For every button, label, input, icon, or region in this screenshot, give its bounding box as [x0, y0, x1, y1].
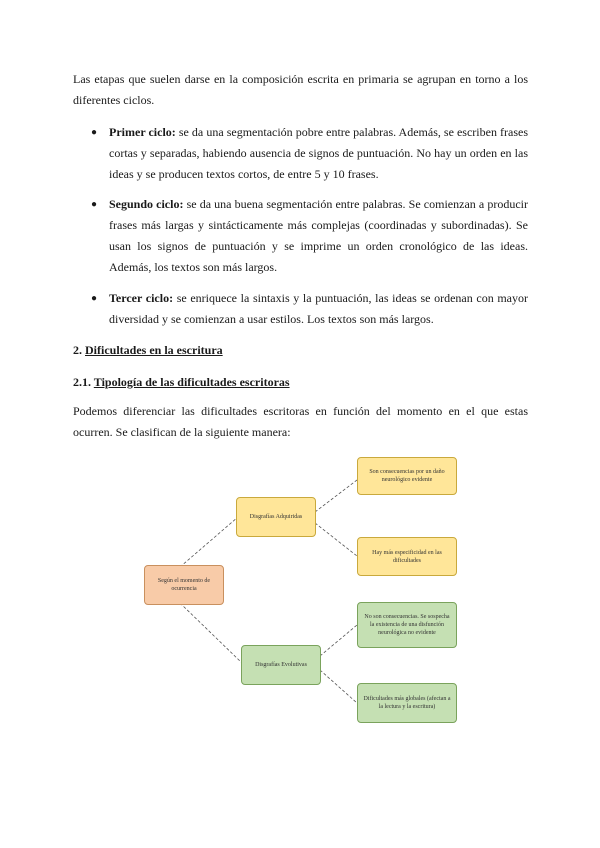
connector-bottom-leaf4 — [320, 670, 357, 703]
bullet-dot: ● — [91, 293, 98, 304]
connector-top-leaf2 — [315, 523, 357, 556]
cycle-label: Segundo ciclo: — [109, 197, 184, 211]
cycle-label: Primer ciclo: — [109, 125, 176, 139]
bullet-dot: ● — [91, 127, 98, 138]
cycle-label: Tercer ciclo: — [109, 291, 174, 305]
bullet-dot: ● — [91, 199, 98, 210]
section-number: 2. — [73, 343, 82, 357]
diagram-branch-evolutivas: Disgrafías Evolutivas — [241, 645, 321, 685]
section-heading-2-1 — [73, 372, 290, 393]
cycle-text: se da una buena segmentación entre palabras. Se comienzan a producir frases más largas y sintácticamente más complejas (coordinadas y subordinadas). Se usan los signos de puntuación y se imprime un orden cronológico de las ideas. Además, los textos son más largos. — [109, 197, 528, 274]
diagram-root-node: Según el momento de ocurrencia — [144, 565, 224, 605]
diagram-leaf-disfuncion: No son consecuencias. Se sospecha la existencia de una disfunción neurológica no evidente — [357, 602, 457, 648]
cycle-text: se enriquece la sintaxis y la puntuación, las ideas se ordenan con mayor diversidad y se comienzan a usar estilos. Los textos son más largos. — [109, 291, 528, 326]
section-title: Tipología de las dificultades escritoras — [93, 375, 290, 389]
diagram-leaf-dano-neurologico: Son consecuencias por un daño neurológico evidente — [357, 457, 457, 495]
connector-root-bottom — [180, 603, 242, 663]
connector-bottom-leaf3 — [320, 625, 357, 656]
cycle-text: se da una segmentación pobre entre palabras. Además, se escriben frases cortas y separadas, habiendo ausencia de signos de puntuación. No hay un orden en las ideas y se producen textos cortos, de entre 5 y 10 frases. — [109, 125, 529, 181]
diagram-branch-adquiridas: Disgrafías Adquiridas — [236, 497, 316, 537]
list-item-primer-ciclo — [109, 122, 528, 185]
section-title: Dificultades en la escritura — [85, 343, 223, 357]
classification-paragraph: Podemos diferenciar las dificultades escritoras en función del momento en el que estas ocurren. Se clasifican de la siguiente manera: — [73, 404, 528, 439]
intro-paragraph: Las etapas que suelen darse en la composición escrita en primaria se agrupan en torno a los diferentes ciclos. — [73, 72, 528, 107]
list-item-tercer-ciclo — [109, 288, 528, 330]
connector-root-top — [180, 517, 238, 567]
connector-top-leaf1 — [315, 480, 357, 512]
list-item-segundo-ciclo — [109, 194, 528, 278]
section-heading-2 — [73, 340, 223, 361]
diagram-leaf-especificidad: Hay más especificidad en las dificultades — [357, 537, 457, 576]
section-number: 2.1. — [73, 375, 91, 389]
diagram-leaf-dificultades-globales: Dificultades más globales (afectan a la lectura y la escritura) — [357, 683, 457, 723]
